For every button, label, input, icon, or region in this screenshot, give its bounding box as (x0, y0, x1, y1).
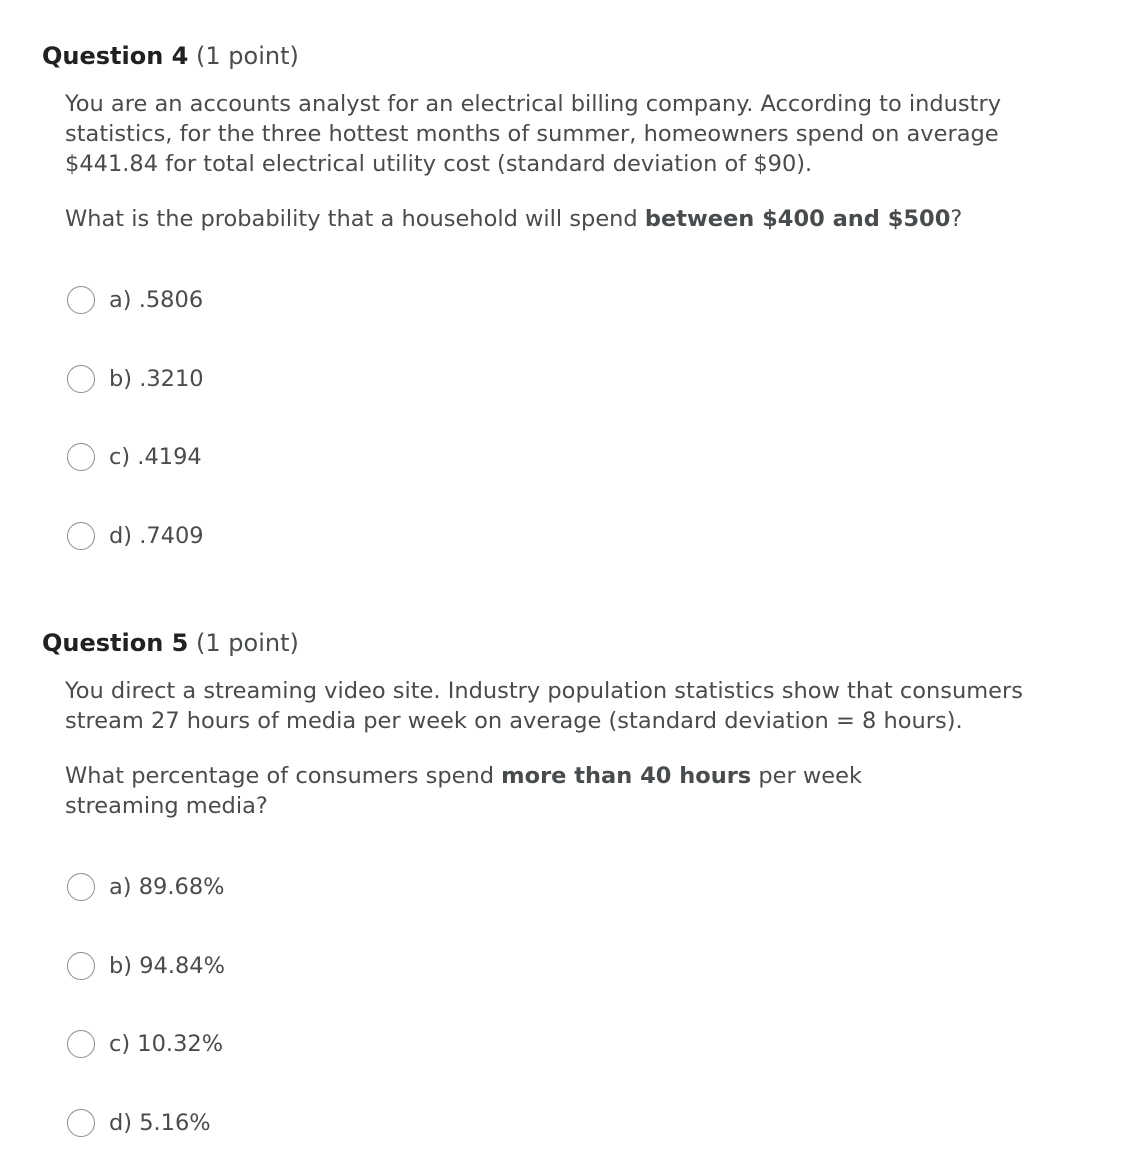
question-5-points: (1 point) (196, 629, 299, 657)
radio-button[interactable] (67, 952, 95, 980)
radio-button[interactable] (67, 873, 95, 901)
question-4-title: Question 4 (42, 42, 189, 70)
question-5-option-a[interactable] (67, 871, 225, 903)
question-4-prompt-end: ? (950, 206, 963, 232)
option-label[interactable]: a) .5806 (109, 287, 204, 313)
radio-button[interactable] (67, 522, 95, 550)
option-label[interactable]: d) 5.16% (109, 1110, 211, 1136)
question-5-prompt-text: What percentage of consumers spend (65, 763, 502, 789)
question-4-option-a[interactable] (67, 284, 203, 316)
question-5-header (42, 627, 299, 659)
question-5-stem: You direct a streaming video site. Industry population statistics show that consumers stream 27 hours of media per week on average (standard deviation = 8 hours). (65, 678, 1023, 734)
question-4-option-c[interactable] (67, 441, 202, 473)
question-5-option-b[interactable] (67, 950, 225, 982)
radio-button[interactable] (67, 443, 95, 471)
question-5-title: Question 5 (42, 629, 189, 657)
question-4-option-d[interactable] (67, 520, 204, 552)
option-label[interactable]: a) 89.68% (109, 874, 225, 900)
question-4-stem: You are an accounts analyst for an electrical billing company. According to industry statistics, for the three hottest months of summer, homeowners spend on average $441.84 for total electrical utility cost (standard deviation of $90). (65, 91, 1002, 177)
question-4-header (42, 40, 299, 72)
question-4-points: (1 point) (196, 42, 299, 70)
question-4-prompt (65, 204, 1045, 234)
question-4-prompt-text: What is the probability that a household will spend (65, 206, 645, 232)
radio-button[interactable] (67, 286, 95, 314)
question-5-prompt (65, 761, 975, 821)
option-label[interactable]: d) .7409 (109, 523, 204, 549)
option-label[interactable]: c) .4194 (109, 444, 202, 470)
radio-button[interactable] (67, 365, 95, 393)
question-4-prompt-emphasis: between $400 and $500 (644, 206, 951, 232)
question-5-prompt-end: per week streaming media? (65, 763, 863, 819)
question-5-option-d[interactable] (67, 1107, 211, 1139)
option-label[interactable]: b) 94.84% (109, 953, 226, 979)
question-5-prompt-emphasis: more than 40 hours (501, 763, 752, 789)
question-4-option-b[interactable] (67, 363, 204, 395)
radio-button[interactable] (67, 1030, 95, 1058)
option-label[interactable]: c) 10.32% (109, 1031, 224, 1057)
question-5-option-c[interactable] (67, 1028, 223, 1060)
option-label[interactable]: b) .3210 (109, 366, 204, 392)
radio-button[interactable] (67, 1109, 95, 1137)
